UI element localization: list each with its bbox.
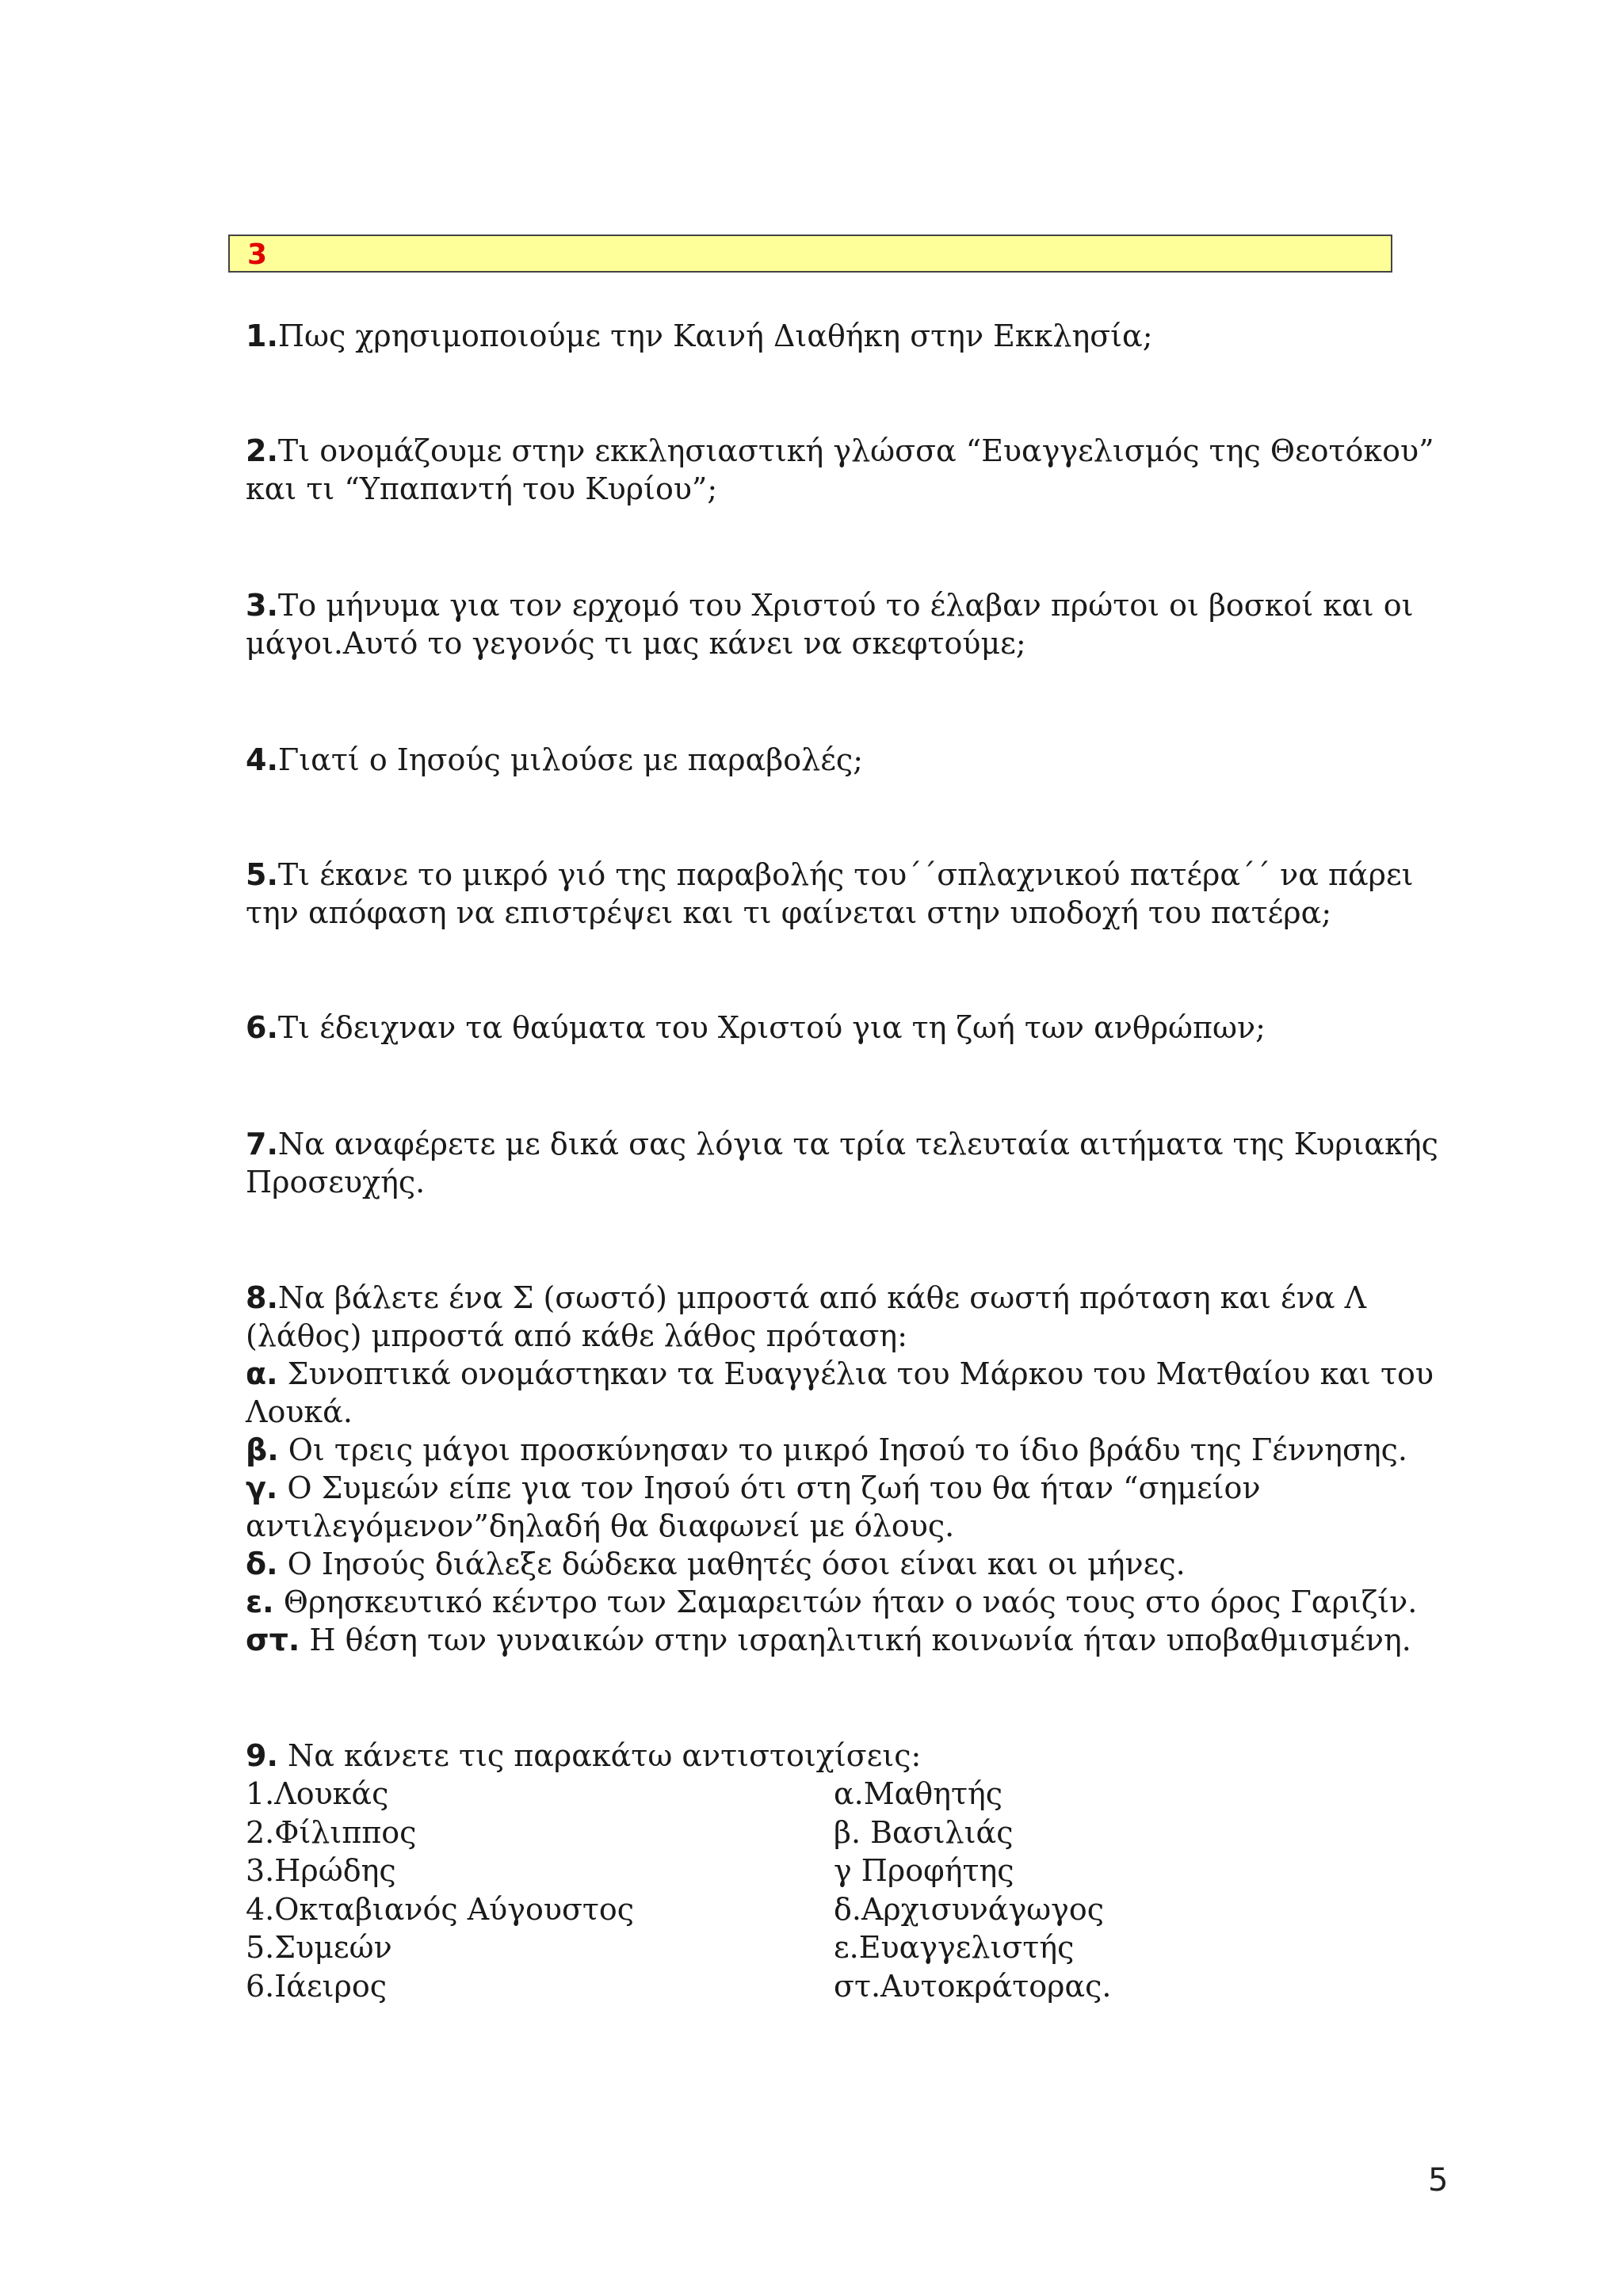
match-right-item: ε.Ευαγγελιστής	[834, 1930, 1075, 1965]
match-left-item: 5.Συμεών	[246, 1930, 392, 1965]
match-left-item: 2.Φίλιππος	[246, 1814, 417, 1850]
match-left-item: 4.Οκταβιανός Αύγουστος	[246, 1891, 635, 1927]
statement-st	[246, 1621, 1434, 1659]
match-right-item: δ.Αρχισυνάγωγος	[834, 1891, 1105, 1927]
statement-text: αντιλεγόμενον”δηλαδή θα διαφωνεί με όλους.	[246, 1508, 955, 1543]
question-text: (λάθος) μπροστά από κάθε λάθος πρόταση:	[246, 1318, 907, 1353]
statement-d	[246, 1545, 1434, 1583]
question-9	[246, 1737, 1434, 1775]
statement-text: Λουκά.	[246, 1394, 353, 1429]
question-number: 5.	[246, 857, 278, 892]
statement-label: στ.	[246, 1623, 300, 1657]
match-right-item: γ Προφήτης	[834, 1853, 1014, 1888]
statement-label: δ.	[246, 1547, 278, 1581]
statement-e	[246, 1583, 1434, 1621]
question-text: την απόφαση να επιστρέψει και τι φαίνεται στην υποδοχή του πατέρα;	[246, 895, 1332, 930]
question-4	[246, 741, 1434, 779]
question-3	[246, 586, 1434, 662]
section-header-box	[228, 235, 1392, 273]
question-text: Γιατί ο Ιησούς μιλούσε με παραβολές;	[277, 742, 863, 777]
match-left-item: 3.Ηρώδης	[246, 1853, 396, 1888]
question-8	[246, 1279, 1434, 1659]
question-text: Τι έδειχναν τα θαύματα του Χριστού για τη ζωή των ανθρώπων;	[277, 1010, 1266, 1045]
question-text: Να βάλετε ένα Σ (σωστό) μπροστά από κάθε σωστή πρόταση και ένα Λ	[277, 1280, 1367, 1315]
statement-text: Ο Ιησούς διάλεξε δώδεκα μαθητές όσοι είναι και οι μήνες.	[287, 1547, 1186, 1581]
match-left-item: 6.Ιάειρος	[246, 1968, 388, 2004]
matching-left-column	[246, 1775, 634, 2005]
question-2	[246, 432, 1434, 508]
section-number: 3	[247, 238, 268, 271]
statement-label: α.	[246, 1356, 278, 1391]
statement-text: Συνοπτικά ονομάστηκαν τα Ευαγγέλια του Μάρκου του Ματθαίου και του	[287, 1356, 1434, 1391]
match-left-item: 1.Λουκάς	[246, 1776, 389, 1811]
matching-right-column	[834, 1775, 1112, 2005]
question-text: Τι έκανε το μικρό γιό της παραβολής του΄΄σπλαχνικού πατέρα΄΄ να πάρει	[277, 857, 1414, 892]
question-text: και τι “Υπαπαντή του Κυρίου”;	[246, 471, 718, 506]
question-5	[246, 856, 1434, 932]
statement-b	[246, 1431, 1434, 1469]
statement-text: Ο Συμεών είπε για τον Ιησού ότι στη ζωή του θα ήταν “σημείον	[287, 1470, 1261, 1505]
match-right-item: β. Βασιλιάς	[834, 1814, 1014, 1850]
question-text: μάγοι.Αυτό το γεγονός τι μας κάνει να σκεφτούμε;	[246, 626, 1026, 661]
question-number: 1.	[246, 318, 278, 353]
question-text: Προσευχής.	[246, 1165, 426, 1199]
statement-a	[246, 1355, 1434, 1393]
statement-text: Η θέση των γυναικών στην ισραηλιτική κοινωνία ήταν υποβαθμισμένη.	[309, 1623, 1411, 1657]
statement-label: ε.	[246, 1585, 274, 1619]
question-text: Πως χρησιμοποιούμε την Καινή Διαθήκη στην Εκκλησία;	[277, 318, 1153, 353]
question-6	[246, 1009, 1434, 1047]
question-number: 3.	[246, 588, 278, 623]
question-number: 7.	[246, 1127, 278, 1161]
statement-text: Θρησκευτικό κέντρο των Σαμαρειτών ήταν ο ναός τους στο όρος Γαριζίν.	[283, 1585, 1418, 1619]
question-number: 6.	[246, 1010, 278, 1045]
question-1	[246, 317, 1434, 355]
question-text: Τι ονομάζουμε στην εκκλησιαστική γλώσσα “Ευαγγελισμός της Θεοτόκου”	[277, 433, 1434, 468]
question-7	[246, 1125, 1438, 1201]
question-number: 2.	[246, 433, 278, 468]
question-text: Να αναφέρετε με δικά σας λόγια τα τρία τελευταία αιτήματα της Κυριακής	[277, 1127, 1438, 1161]
match-right-item: στ.Αυτοκράτορας.	[834, 1968, 1112, 2004]
question-text: Το μήνυμα για τον ερχομό του Χριστού το έλαβαν πρώτοι οι βοσκοί και οι	[277, 588, 1414, 623]
question-number: 9.	[246, 1738, 278, 1773]
statement-label: γ.	[246, 1470, 278, 1505]
statement-text: Οι τρεις μάγοι προσκύνησαν το μικρό Ιησού το ίδιο βράδυ της Γέννησης.	[288, 1432, 1408, 1467]
question-text: Να κάνετε τις παρακάτω αντιστοιχίσεις:	[287, 1738, 922, 1773]
match-right-item: α.Μαθητής	[834, 1776, 1003, 1811]
page-number: 5	[1428, 2162, 1449, 2199]
question-number: 4.	[246, 742, 278, 777]
question-number: 8.	[246, 1280, 278, 1315]
statement-label: β.	[246, 1432, 279, 1467]
statement-c	[246, 1469, 1434, 1507]
